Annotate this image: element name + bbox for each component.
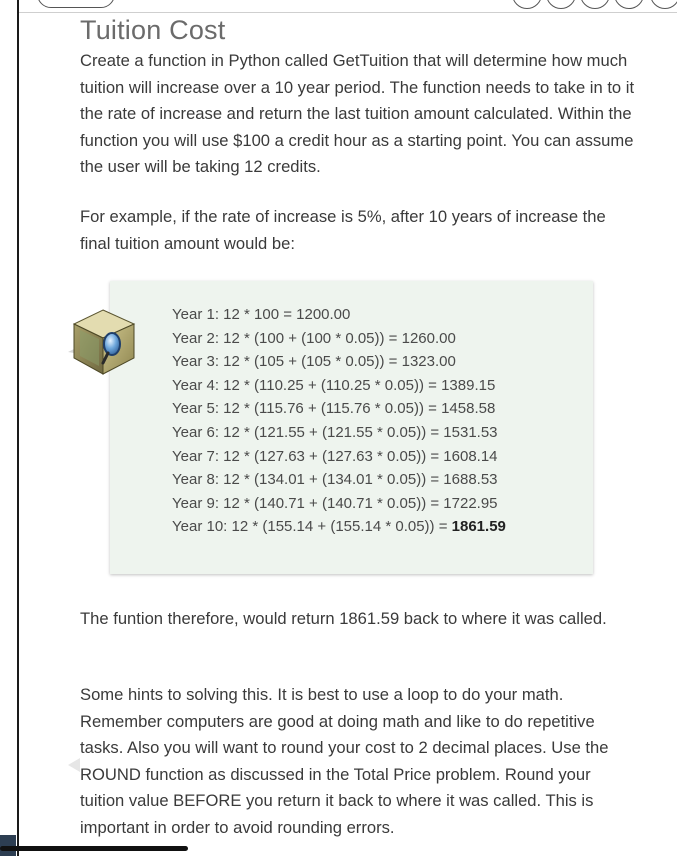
final-tuition-result: 1861.59	[451, 518, 506, 536]
example-line: Year 6: 12 * (121.55 + (121.55 * 0.05)) = 1531.53	[172, 423, 498, 441]
example-intro-paragraph: For example, if the rate of increase is 5%, after 10 years of increase the final tuition amount would be:	[80, 207, 606, 253]
final-line-prefix: Year 10: 12 * (155.14 + (155.14 * 0.05)) =	[172, 518, 452, 536]
top-circle-button-5[interactable]	[650, 0, 677, 9]
horizontal-scrollbar[interactable]	[0, 846, 188, 851]
cursor-arrow-icon	[68, 758, 80, 772]
example-line: Year 3: 12 * (105 + (105 * 0.05)) = 1323.00	[172, 353, 456, 371]
example-calculation-list	[172, 303, 592, 539]
top-divider	[19, 12, 677, 13]
top-circle-button-4[interactable]	[614, 0, 644, 9]
top-tab-button[interactable]	[37, 0, 115, 8]
intro-paragraph: Create a function in Python called GetTuition that will determine how much tuition will increase over a 10 year period. The function needs to take in to it the rate of increase and return the last tuition amount calculated. Within the function you will use $100 a credit hour as a starting point. You can assume the user will be taking 12 credits.	[80, 51, 635, 176]
example-line: Year 8: 12 * (134.01 + (134.01 * 0.05)) = 1688.53	[172, 471, 498, 489]
example-line: Year 9: 12 * (140.71 + (140.71 * 0.05)) = 1722.95	[172, 494, 498, 512]
example-line: Year 4: 12 * (110.25 + (110.25 * 0.05)) = 1389.15	[172, 376, 496, 394]
example-line: Year 5: 12 * (115.76 + (115.76 * 0.05)) = 1458.58	[172, 400, 496, 418]
page-header	[80, 14, 640, 46]
example-line: Year 7: 12 * (127.63 + (127.63 * 0.05)) = 1608.14	[172, 447, 498, 465]
top-circle-button-2[interactable]	[546, 0, 576, 9]
top-circle-button-3[interactable]	[580, 0, 610, 9]
magnifier-cube-icon	[66, 306, 140, 380]
page-title: Tuition Cost	[80, 15, 226, 45]
example-line: Year 2: 12 * (100 + (100 * 0.05)) = 1260.00	[172, 329, 456, 347]
hints-paragraph: Some hints to solving this. It is best to use a loop to do your math. Remember computers are good at doing math and like to do repetitive tasks. Also you will want to round your cost to 2 decimal places. Use the ROUND function as discussed in the Total Price problem. Round your tuition value BEFORE you return it back to where it was called. This is important in order to avoid rounding errors.	[80, 685, 609, 837]
left-margin	[0, 0, 18, 856]
left-border	[17, 0, 19, 856]
example-line: Year 1: 12 * 100 = 1200.00	[172, 306, 351, 323]
return-value-paragraph: The funtion therefore, would return 1861.59 back to where it was called.	[80, 609, 607, 628]
example-line-final	[172, 515, 592, 539]
top-circle-button-1[interactable]	[512, 0, 542, 9]
